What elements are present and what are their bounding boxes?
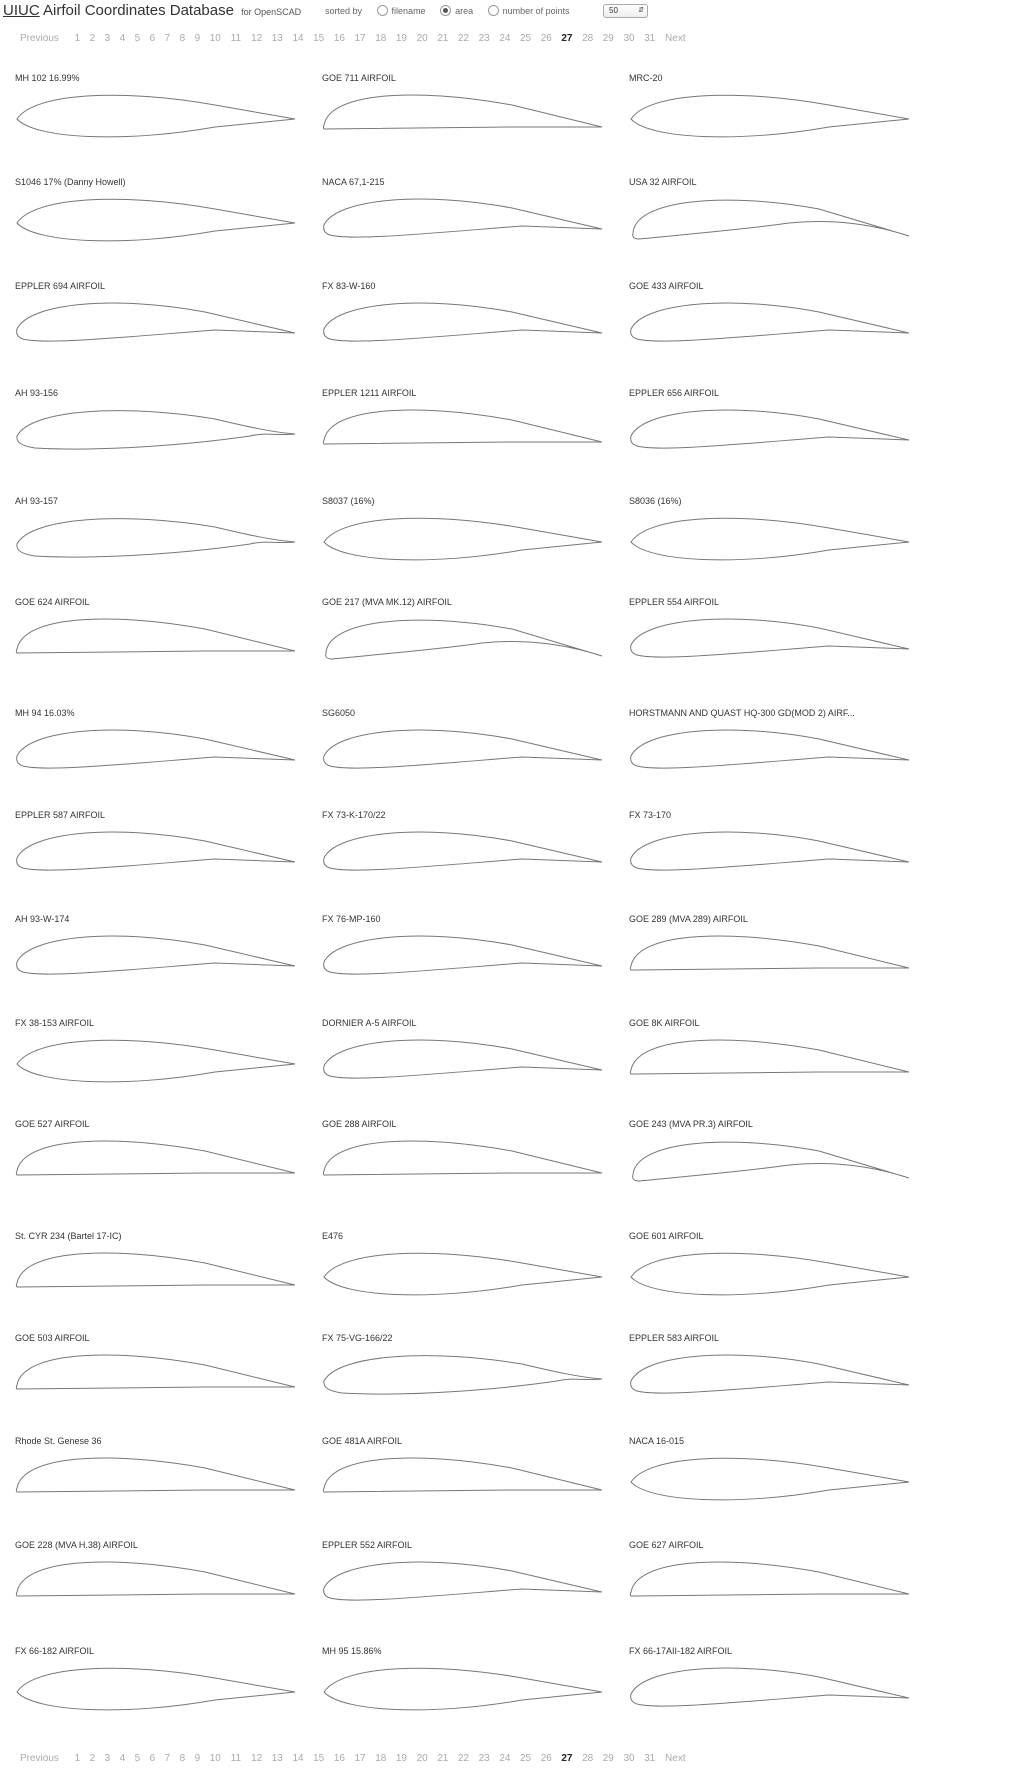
airfoil-card[interactable] — [322, 1436, 622, 1516]
airfoil-outline — [17, 95, 295, 137]
airfoil-outline — [324, 936, 602, 974]
airfoil-outline — [17, 411, 295, 449]
airfoil-name: GOE 503 AIRFOIL — [15, 1333, 90, 1343]
radio-area[interactable] — [440, 5, 451, 16]
airfoil-name: FX 73-K-170/22 — [322, 810, 386, 820]
pager-page-link[interactable]: 20 — [416, 33, 428, 44]
airfoil-profile[interactable] — [15, 1554, 297, 1614]
pager-page-link[interactable]: 25 — [520, 1753, 532, 1764]
pager-page-link[interactable]: 17 — [354, 1753, 366, 1764]
airfoil-card[interactable] — [322, 73, 622, 153]
airfoil-outline — [16, 619, 295, 653]
airfoil-outline — [324, 1562, 602, 1600]
airfoil-card[interactable] — [629, 914, 929, 994]
header — [3, 0, 1013, 24]
airfoil-card[interactable] — [15, 914, 315, 994]
airfoil-profile[interactable] — [629, 1450, 911, 1510]
airfoil-outline — [631, 518, 909, 560]
airfoil-card[interactable] — [322, 1231, 622, 1311]
airfoil-card[interactable] — [15, 810, 315, 890]
airfoil-profile[interactable] — [322, 824, 604, 884]
airfoil-card[interactable] — [629, 810, 929, 890]
airfoil-outline — [16, 1253, 295, 1287]
airfoil-name: GOE 8K AIRFOIL — [629, 1018, 700, 1028]
airfoil-name: FX 75-VG-166/22 — [322, 1333, 393, 1343]
sort-option-area-label: area — [455, 6, 474, 16]
airfoil-outline — [16, 1141, 295, 1175]
page-title — [3, 2, 301, 19]
airfoil-outline — [324, 303, 602, 341]
airfoil-name: EPPLER 694 AIRFOIL — [15, 281, 106, 291]
pager-page-link[interactable]: 29 — [602, 1753, 614, 1764]
airfoil-outline — [324, 832, 602, 870]
airfoil-outline — [17, 1040, 295, 1082]
airfoil-outline — [631, 1355, 909, 1393]
airfoil-card[interactable] — [322, 810, 622, 890]
airfoil-outline — [633, 1142, 909, 1181]
pager-page-link[interactable]: 20 — [416, 1753, 428, 1764]
airfoil-name: AH 93-157 — [15, 496, 59, 506]
airfoil-card[interactable] — [629, 177, 929, 257]
airfoil-profile[interactable] — [322, 510, 604, 570]
pager-page-link[interactable]: 14 — [292, 1753, 304, 1764]
radio-filename[interactable] — [377, 5, 388, 16]
pager-page-link[interactable]: 2 — [89, 33, 96, 44]
pager-page-link[interactable]: 3 — [104, 1753, 111, 1764]
airfoil-profile[interactable] — [322, 87, 604, 147]
airfoil-card[interactable] — [15, 1231, 315, 1311]
airfoil-profile[interactable] — [15, 928, 297, 988]
airfoil-card[interactable] — [629, 708, 929, 788]
sort-option-filename[interactable] — [377, 6, 426, 16]
airfoil-name: MRC-20 — [629, 73, 663, 83]
airfoil-card[interactable] — [322, 1540, 622, 1620]
select-arrows-icon: ⇵ — [638, 7, 644, 14]
airfoil-card[interactable] — [15, 1540, 315, 1620]
pager-page-link[interactable]: 9 — [194, 33, 201, 44]
airfoil-profile[interactable] — [322, 611, 604, 671]
airfoil-outline — [631, 730, 909, 768]
airfoil-outline — [633, 200, 909, 239]
airfoil-card[interactable] — [15, 1436, 315, 1516]
airfoil-card[interactable] — [15, 1119, 315, 1199]
airfoil-name: St. CYR 234 (Bartel 17-IC) — [15, 1231, 122, 1241]
airfoil-card[interactable] — [629, 1231, 929, 1311]
sort-option-points[interactable] — [488, 6, 570, 16]
airfoil-card[interactable] — [629, 281, 929, 361]
airfoil-outline — [630, 1040, 909, 1074]
airfoil-profile[interactable] — [629, 87, 911, 147]
airfoil-name: GOE 481A AIRFOIL — [322, 1436, 403, 1446]
pager-page-link[interactable]: 8 — [179, 1753, 186, 1764]
airfoil-card[interactable] — [629, 1119, 929, 1199]
airfoil-profile[interactable] — [15, 1450, 297, 1510]
airfoil-profile[interactable] — [629, 824, 911, 884]
airfoil-profile[interactable] — [629, 1032, 911, 1092]
pager-page-link[interactable]: 19 — [395, 1753, 407, 1764]
pager-page-link[interactable]: 24 — [499, 33, 511, 44]
airfoil-outline — [324, 1668, 602, 1710]
pager-page-link[interactable]: 3 — [104, 33, 111, 44]
pager-page-link[interactable]: 16 — [333, 33, 345, 44]
sort-controls — [325, 5, 644, 16]
title-subtitle: for OpenSCAD — [241, 7, 302, 17]
pager-page-link[interactable]: 14 — [292, 33, 304, 44]
pager-current-page: 27 — [561, 33, 573, 44]
airfoil-outline — [17, 199, 295, 241]
airfoil-outline — [630, 936, 909, 970]
airfoil-profile[interactable] — [629, 295, 911, 355]
airfoil-profile[interactable] — [322, 295, 604, 355]
airfoil-profile[interactable] — [15, 191, 297, 251]
airfoil-card[interactable] — [322, 1119, 622, 1199]
airfoil-card[interactable] — [322, 708, 622, 788]
airfoil-card[interactable] — [629, 73, 929, 153]
airfoil-name: GOE 217 (MVA MK.12) AIRFOIL — [322, 597, 452, 607]
airfoil-name: EPPLER 554 AIRFOIL — [629, 597, 720, 607]
airfoil-name: Rhode St. Genese 36 — [15, 1436, 102, 1446]
airfoil-outline — [631, 1458, 909, 1500]
airfoil-card[interactable] — [629, 1018, 929, 1098]
pager-page-link[interactable]: 4 — [119, 1753, 126, 1764]
pager-page-link[interactable]: 11 — [230, 33, 242, 44]
airfoil-name: AH 93-156 — [15, 388, 59, 398]
airfoil-profile[interactable] — [15, 1347, 297, 1407]
airfoil-outline — [324, 1040, 602, 1078]
airfoil-outline — [17, 832, 295, 870]
airfoil-card[interactable] — [629, 496, 929, 576]
airfoil-outline — [631, 410, 909, 448]
radio-number-of-points[interactable] — [488, 5, 499, 16]
pager-page-link[interactable]: 13 — [271, 33, 283, 44]
airfoil-outline — [631, 303, 909, 341]
airfoil-profile[interactable] — [15, 87, 297, 147]
airfoil-profile[interactable] — [322, 928, 604, 988]
pager-page-link[interactable]: 1 — [74, 1753, 81, 1764]
airfoil-outline — [16, 1562, 295, 1596]
airfoil-card[interactable] — [629, 1646, 929, 1726]
airfoil-profile[interactable] — [322, 1660, 604, 1720]
airfoil-name: MH 94 16.03% — [15, 708, 75, 718]
pager-current-page: 27 — [561, 1753, 573, 1764]
pager-page-link[interactable]: 17 — [354, 33, 366, 44]
pager-page-link[interactable]: 21 — [437, 33, 449, 44]
airfoil-name: NACA 16-015 — [629, 1436, 685, 1446]
airfoil-outline — [631, 619, 909, 657]
airfoil-name: GOE 228 (MVA H.38) AIRFOIL — [15, 1540, 138, 1550]
airfoil-name: EPPLER 656 AIRFOIL — [629, 388, 720, 398]
airfoil-name: S8036 (16%) — [629, 496, 682, 506]
airfoil-name: S1046 17% (Danny Howell) — [15, 177, 126, 187]
pager-next-link[interactable]: Next — [665, 1753, 686, 1764]
pager-page-link[interactable]: 18 — [375, 1753, 387, 1764]
airfoil-outline — [324, 199, 602, 237]
airfoil-card[interactable] — [629, 1436, 929, 1516]
pager-page-link[interactable]: 6 — [149, 1753, 156, 1764]
airfoil-outline — [324, 1356, 602, 1394]
airfoil-name: GOE 711 AIRFOIL — [322, 73, 396, 83]
pager-page-link[interactable]: 29 — [602, 33, 614, 44]
pager-page-link[interactable]: 16 — [333, 1753, 345, 1764]
pager-page-link[interactable]: 8 — [179, 33, 186, 44]
title-text: Airfoil Coordinates Database — [43, 2, 234, 19]
airfoil-profile[interactable] — [15, 1660, 297, 1720]
airfoil-card[interactable] — [322, 496, 622, 576]
airfoil-outline — [17, 730, 295, 768]
pager-page-link[interactable]: 24 — [499, 1753, 511, 1764]
airfoil-name: E476 — [322, 1231, 344, 1241]
airfoil-name: USA 32 AIRFOIL — [629, 177, 697, 187]
pager-page-link[interactable]: 12 — [251, 33, 263, 44]
airfoil-name: FX 73-170 — [629, 810, 672, 820]
airfoil-outline — [631, 832, 909, 870]
airfoil-name: EPPLER 587 AIRFOIL — [15, 810, 106, 820]
airfoil-name: FX 66-182 AIRFOIL — [15, 1646, 95, 1656]
pagination-bottom — [20, 1753, 686, 1767]
airfoil-profile[interactable] — [15, 1245, 297, 1305]
airfoil-profile[interactable] — [629, 510, 911, 570]
airfoil-profile[interactable] — [15, 1133, 297, 1193]
airfoil-outline — [323, 1458, 602, 1492]
airfoil-profile[interactable] — [322, 191, 604, 251]
airfoil-outline — [631, 95, 909, 137]
airfoil-outline — [324, 518, 602, 560]
pager-page-link[interactable]: 30 — [623, 33, 635, 44]
airfoil-card[interactable] — [322, 914, 622, 994]
pager-page-link[interactable]: 23 — [478, 33, 490, 44]
sort-option-filename-label: filename — [391, 6, 426, 16]
airfoil-profile[interactable] — [629, 722, 911, 782]
airfoil-outline — [630, 1562, 909, 1596]
airfoil-profile[interactable] — [629, 1245, 911, 1305]
pager-page-link[interactable]: 31 — [644, 1753, 656, 1764]
pager-page-link[interactable]: 6 — [149, 33, 156, 44]
airfoil-name: EPPLER 583 AIRFOIL — [629, 1333, 720, 1343]
pager-page-link[interactable]: 15 — [313, 33, 325, 44]
per-page-select[interactable] — [603, 4, 648, 18]
sorted-by-label: sorted by — [325, 6, 363, 16]
airfoil-name: GOE 624 AIRFOIL — [15, 597, 90, 607]
airfoil-card[interactable] — [15, 281, 315, 361]
airfoil-card[interactable] — [15, 597, 315, 677]
airfoil-outline — [17, 303, 295, 341]
pager-page-link[interactable]: 13 — [271, 1753, 283, 1764]
pager-page-link[interactable]: 26 — [540, 33, 552, 44]
airfoil-card[interactable] — [322, 597, 622, 677]
airfoil-profile[interactable] — [15, 1032, 297, 1092]
pager-page-link[interactable]: 28 — [582, 33, 594, 44]
airfoil-name: HORSTMANN AND QUAST HQ-300 GD(MOD 2) AIRF... — [629, 708, 855, 718]
pager-previous-link[interactable]: Previous — [20, 33, 59, 44]
per-page-value: 50 — [609, 6, 618, 15]
airfoil-name: SG6050 — [322, 708, 356, 718]
pager-page-link[interactable]: 11 — [230, 1753, 242, 1764]
airfoil-name: GOE 289 (MVA 289) AIRFOIL — [629, 914, 748, 924]
pager-page-link[interactable]: 4 — [119, 33, 126, 44]
airfoil-name: GOE 243 (MVA PR.3) AIRFOIL — [629, 1119, 753, 1129]
airfoil-name: FX 38-153 AIRFOIL — [15, 1018, 95, 1028]
airfoil-card[interactable] — [629, 597, 929, 677]
pager-page-link[interactable]: 28 — [582, 1753, 594, 1764]
airfoil-name: AH 93-W-174 — [15, 914, 70, 924]
airfoil-card[interactable] — [15, 177, 315, 257]
airfoil-name: EPPLER 1211 AIRFOIL — [322, 388, 417, 398]
airfoil-card[interactable] — [629, 388, 929, 468]
pager-previous-link[interactable]: Previous — [20, 1753, 59, 1764]
pager-page-link[interactable]: 19 — [395, 33, 407, 44]
pager-page-link[interactable]: 31 — [644, 33, 656, 44]
airfoil-profile[interactable] — [15, 824, 297, 884]
airfoil-name: FX 76-MP-160 — [322, 914, 381, 924]
airfoil-outline — [323, 95, 602, 129]
airfoil-profile[interactable] — [629, 191, 911, 251]
airfoil-profile[interactable] — [322, 1133, 604, 1193]
airfoil-card[interactable] — [15, 388, 315, 468]
airfoil-profile[interactable] — [322, 402, 604, 462]
title-uiuc-link[interactable]: UIUC — [3, 2, 40, 19]
pagination-top — [20, 33, 686, 47]
pager-page-link[interactable]: 2 — [89, 1753, 96, 1764]
airfoil-name: MH 102 16.99% — [15, 73, 80, 83]
airfoil-card[interactable] — [15, 708, 315, 788]
airfoil-profile[interactable] — [629, 611, 911, 671]
pager-page-link[interactable]: 21 — [437, 1753, 449, 1764]
pager-page-link[interactable]: 22 — [457, 33, 470, 44]
airfoil-card[interactable] — [15, 73, 315, 153]
airfoil-name: NACA 67,1-215 — [322, 177, 385, 187]
airfoil-profile[interactable] — [629, 1133, 911, 1193]
sort-option-area[interactable] — [440, 6, 473, 16]
pager-page-link[interactable]: 15 — [313, 1753, 325, 1764]
airfoil-name: DORNIER A-5 AIRFOIL — [322, 1018, 417, 1028]
airfoil-outline — [17, 519, 295, 557]
airfoil-outline — [17, 936, 295, 974]
airfoil-name: EPPLER 552 AIRFOIL — [322, 1540, 413, 1550]
airfoil-outline — [17, 1668, 295, 1710]
airfoil-profile[interactable] — [629, 1554, 911, 1614]
pager-page-link[interactable]: 26 — [540, 1753, 552, 1764]
pager-page-link[interactable]: 10 — [209, 33, 221, 44]
airfoil-profile[interactable] — [322, 1032, 604, 1092]
pager-page-link[interactable]: 22 — [457, 1753, 470, 1764]
airfoil-profile[interactable] — [322, 722, 604, 782]
airfoil-card[interactable] — [15, 496, 315, 576]
airfoil-outline — [631, 1253, 909, 1295]
airfoil-profile[interactable] — [15, 402, 297, 462]
airfoil-name: GOE 527 AIRFOIL — [15, 1119, 90, 1129]
airfoil-name: FX 83-W-160 — [322, 281, 376, 291]
airfoil-card[interactable] — [322, 1018, 622, 1098]
airfoil-profile[interactable] — [629, 1660, 911, 1720]
airfoil-profile[interactable] — [322, 1554, 604, 1614]
pager-page-link[interactable]: 30 — [623, 1753, 635, 1764]
airfoil-outline — [324, 1253, 602, 1295]
airfoil-card[interactable] — [15, 1333, 315, 1413]
airfoil-card[interactable] — [322, 388, 622, 468]
pager-page-link[interactable]: 9 — [194, 1753, 201, 1764]
airfoil-outline — [16, 1458, 295, 1492]
pager-page-link[interactable]: 10 — [209, 1753, 221, 1764]
airfoil-outline — [631, 1668, 909, 1706]
pager-page-link[interactable]: 12 — [251, 1753, 263, 1764]
airfoil-profile[interactable] — [15, 295, 297, 355]
airfoil-profile[interactable] — [629, 402, 911, 462]
airfoil-name: GOE 433 AIRFOIL — [629, 281, 704, 291]
airfoil-name: GOE 627 AIRFOIL — [629, 1540, 704, 1550]
airfoil-card[interactable] — [15, 1018, 315, 1098]
pager-page-link[interactable]: 7 — [164, 33, 171, 44]
airfoil-outline — [326, 620, 602, 659]
pager-page-link[interactable]: 1 — [74, 33, 81, 44]
airfoil-outline — [323, 410, 602, 444]
airfoil-outline — [324, 730, 602, 768]
pager-next-link[interactable]: Next — [665, 33, 686, 44]
airfoil-card[interactable] — [322, 1646, 622, 1726]
airfoil-name: FX 66-17AII-182 AIRFOIL — [629, 1646, 733, 1656]
pager-page-link[interactable]: 5 — [134, 33, 141, 44]
airfoil-profile[interactable] — [322, 1450, 604, 1510]
pager-page-link[interactable]: 18 — [375, 33, 387, 44]
airfoil-profile[interactable] — [15, 611, 297, 671]
airfoil-profile[interactable] — [322, 1347, 604, 1407]
airfoil-name: GOE 601 AIRFOIL — [629, 1231, 704, 1241]
airfoil-outline — [16, 1355, 295, 1389]
airfoil-profile[interactable] — [322, 1245, 604, 1305]
airfoil-card[interactable] — [322, 177, 622, 257]
airfoil-card[interactable] — [629, 1333, 929, 1413]
airfoil-profile[interactable] — [15, 722, 297, 782]
pager-page-link[interactable]: 23 — [478, 1753, 490, 1764]
airfoil-name: GOE 288 AIRFOIL — [322, 1119, 397, 1129]
sort-option-points-label: number of points — [502, 6, 570, 16]
airfoil-card[interactable] — [322, 281, 622, 361]
airfoil-profile[interactable] — [15, 510, 297, 570]
pager-page-link[interactable]: 25 — [520, 33, 532, 44]
airfoil-card[interactable] — [322, 1333, 622, 1413]
airfoil-name: S8037 (16%) — [322, 496, 375, 506]
airfoil-outline — [323, 1141, 602, 1175]
pager-page-link[interactable]: 7 — [164, 1753, 171, 1764]
airfoil-profile[interactable] — [629, 928, 911, 988]
airfoil-card[interactable] — [629, 1540, 929, 1620]
airfoil-name: MH 95 15.86% — [322, 1646, 382, 1656]
airfoil-profile[interactable] — [629, 1347, 911, 1407]
pager-page-link[interactable]: 5 — [134, 1753, 141, 1764]
airfoil-card[interactable] — [15, 1646, 315, 1726]
